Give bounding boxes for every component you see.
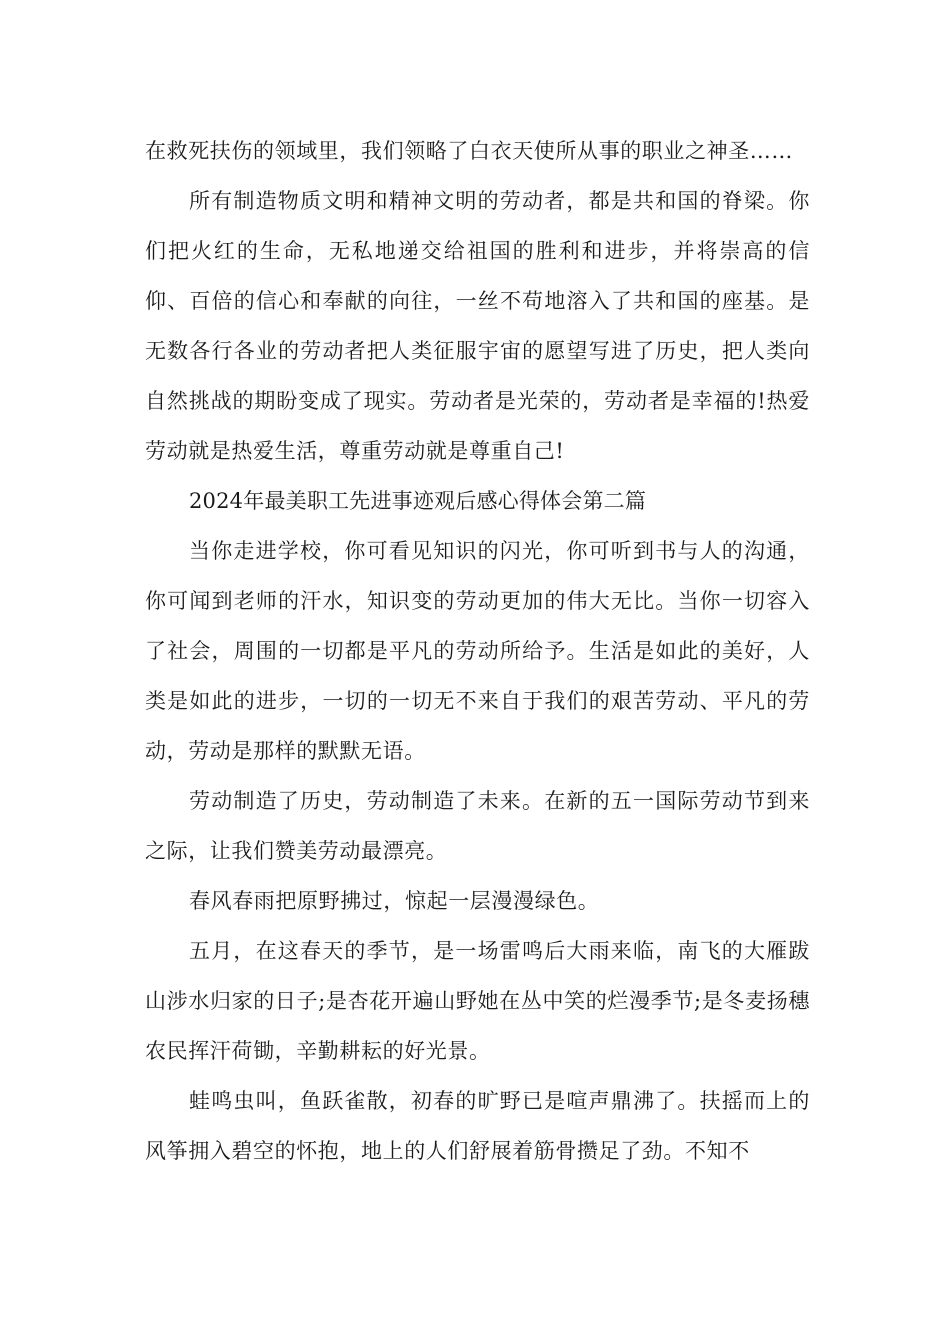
paragraph-5: 春风春雨把原野拂过，惊起一层漫漫绿色。 <box>189 889 600 913</box>
paragraph-1: 在救死扶伤的领域里，我们领略了白衣天使所从事的职业之神圣…… <box>145 139 793 163</box>
paragraph-2: 所有制造物质文明和精神文明的劳动者，都是共和国的脊梁。你们把火红的生命，无私地递交给祖国的胜利和进步，并将崇高的信仰、百倍的信心和奉献的向往，一丝不苟地溶入了共和国的座基。是无数各行各业的劳动者把人类征服宇宙的愿望写进了历史，把人类向自然挑战的期盼变成了现实。劳动者是光荣的，劳动者是幸福的!热爱劳动就是热爱生活，尊重劳动就是尊重自己! <box>145 189 810 463</box>
document-body <box>145 126 810 1176</box>
section-heading: 2024年最美职工先进事迹观后感心得体会第二篇 <box>189 489 647 513</box>
paragraph-4: 劳动制造了历史，劳动制造了未来。在新的五一国际劳动节到来之际，让我们赞美劳动最漂亮。 <box>145 789 810 863</box>
paragraph-6: 五月，在这春天的季节，是一场雷鸣后大雨来临，南飞的大雁跋山涉水归家的日子;是杏花开遍山野她在丛中笑的烂漫季节;是冬麦扬穗农民挥汗荷锄，辛勤耕耘的好光景。 <box>145 939 810 1063</box>
paragraph-3: 当你走进学校，你可看见知识的闪光，你可听到书与人的沟通，你可闻到老师的汗水，知识变的劳动更加的伟大无比。当你一切容入了社会，周围的一切都是平凡的劳动所给予。生活是如此的美好，人类是如此的进步，一切的一切无不来自于我们的艰苦劳动、平凡的劳动，劳动是那样的默默无语。 <box>145 539 810 763</box>
paragraph-7: 蛙鸣虫叫，鱼跃雀散，初春的旷野已是喧声鼎沸了。扶摇而上的风筝拥入碧空的怀抱，地上的人们舒展着筋骨攒足了劲。不知不 <box>145 1089 810 1163</box>
